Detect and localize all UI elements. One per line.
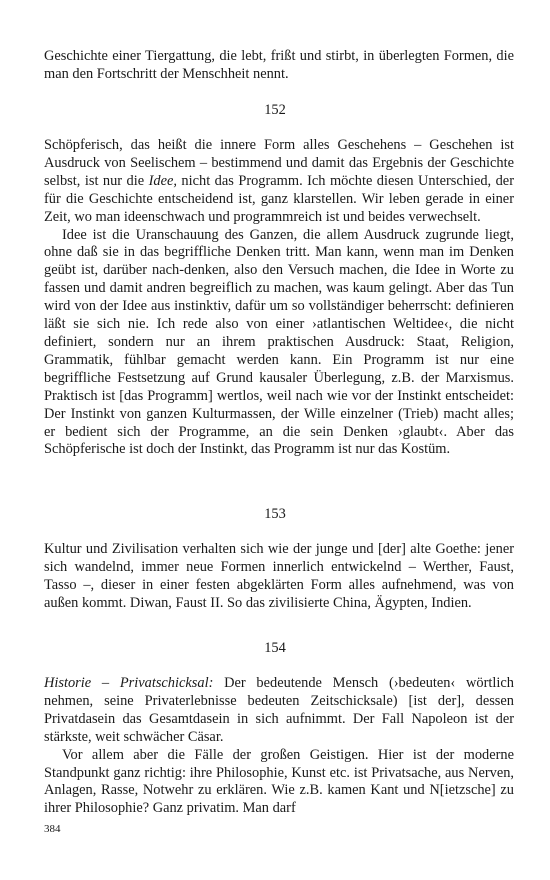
- text-run: Schöpferisch, das heißt die innere Form alles Geschehens – Geschehen ist Ausdruck von Seelischem – bestimmend und damit das Ergebnis der Geschichte selbst, ist nur die: [44, 137, 514, 189]
- paragraph: Geschichte einer Tiergattung, die lebt, frißt und stirbt, in überlegten Formen, die man den Fortschritt der Menschheit nennt.: [44, 48, 514, 82]
- text-run: Der bedeutende Mensch (›bedeuten‹ wörtlich nehmen, seine Privaterlebnisse bedeuten Zeitschicksale) [ist der], dessen Privatdasein das Gesamtdasein in sich aufnimmt. Der Fall Napoleon ist der stärkste, weit schwächer Cäsar.: [44, 675, 514, 745]
- italic-lead: Historie – Privatschicksal:: [44, 675, 214, 691]
- page-number: 384: [44, 823, 61, 835]
- section-number-153: 153: [264, 506, 286, 522]
- section-153-body: [44, 541, 514, 613]
- paragraph: [44, 137, 514, 227]
- section-152-body: [44, 137, 514, 459]
- paragraph: [44, 675, 514, 747]
- paragraph: Kultur und Zivilisation verhalten sich wie der junge und [der] alte Goethe: jener sich wandelnd, immer neue Formen innerlich entwickelnd – Werther, Faust, Tasso –, dieser in einer festen abgeklärten Form alles aufnehmend, was von außen kommt. Diwan, Faust II. So das zivilisierte China, Ägypten, Indien.: [44, 541, 514, 611]
- paragraph: Idee ist die Uranschauung des Ganzen, die allem Ausdruck zugrunde liegt, ohne daß sie in das begriffliche Denken tritt. Man kann, wenn man im Denken geübt ist, darüber nach-denken, also den Versuch machen, die Idee in Worte zu fassen und damit andren begreiflich zu machen, was kaum gelingt. Aber das Tun wird von der Idee aus instinktiv, dafür um so vollständiger beherrscht: definieren läßt sie sich nie. Ich rede also von einer ›atlantischen Weltidee‹, die nicht definiert, sondern nur an ihrem praktischen Ausdruck: Staat, Religion, Grammatik, fühlbar gemacht werden kann. Ein Programm ist nur eine begriffliche Festsetzung auf Grund kausaler Überlegung, z.B. der Marxismus. Praktisch ist [das Programm] wertlos, weil nach wie vor der Instinkt entscheidet: Der Instinkt von ganzen Kulturmassen, der Wille einzelner (Trieb) macht alles; er bedient sich der Programme, an die sein Denken ›glaubt‹. Aber das Schöpferische ist doch der Instinkt, das Programm ist nur das Kostüm.: [44, 226, 514, 458]
- section-number-152: 152: [264, 102, 286, 118]
- section-number-154: 154: [264, 640, 286, 656]
- paragraph: Vor allem aber die Fälle der großen Geistigen. Hier ist der moderne Standpunkt ganz richtig: ihre Philosophie, Kunst etc. ist Privatsache, aus Nerven, Anlagen, Rasse, Notwehr zu erklären. Wie z.B. kamen Kant und N[ietzsche] zu ihrer Philosophie? Ganz privatim. Man darf: [44, 746, 514, 817]
- text-run: nicht das Programm. Ich möchte diesen Unterschied, der für die Geschichte entscheidend ist, ganz klarstellen. Wir leben gerade in einer Zeit, wo man ideenschwach und programmreich ist und beides verwechselt.: [44, 172, 514, 225]
- italic-word: Idee,: [148, 172, 177, 189]
- section-154-body: [44, 675, 514, 818]
- carryover-text: [44, 48, 514, 84]
